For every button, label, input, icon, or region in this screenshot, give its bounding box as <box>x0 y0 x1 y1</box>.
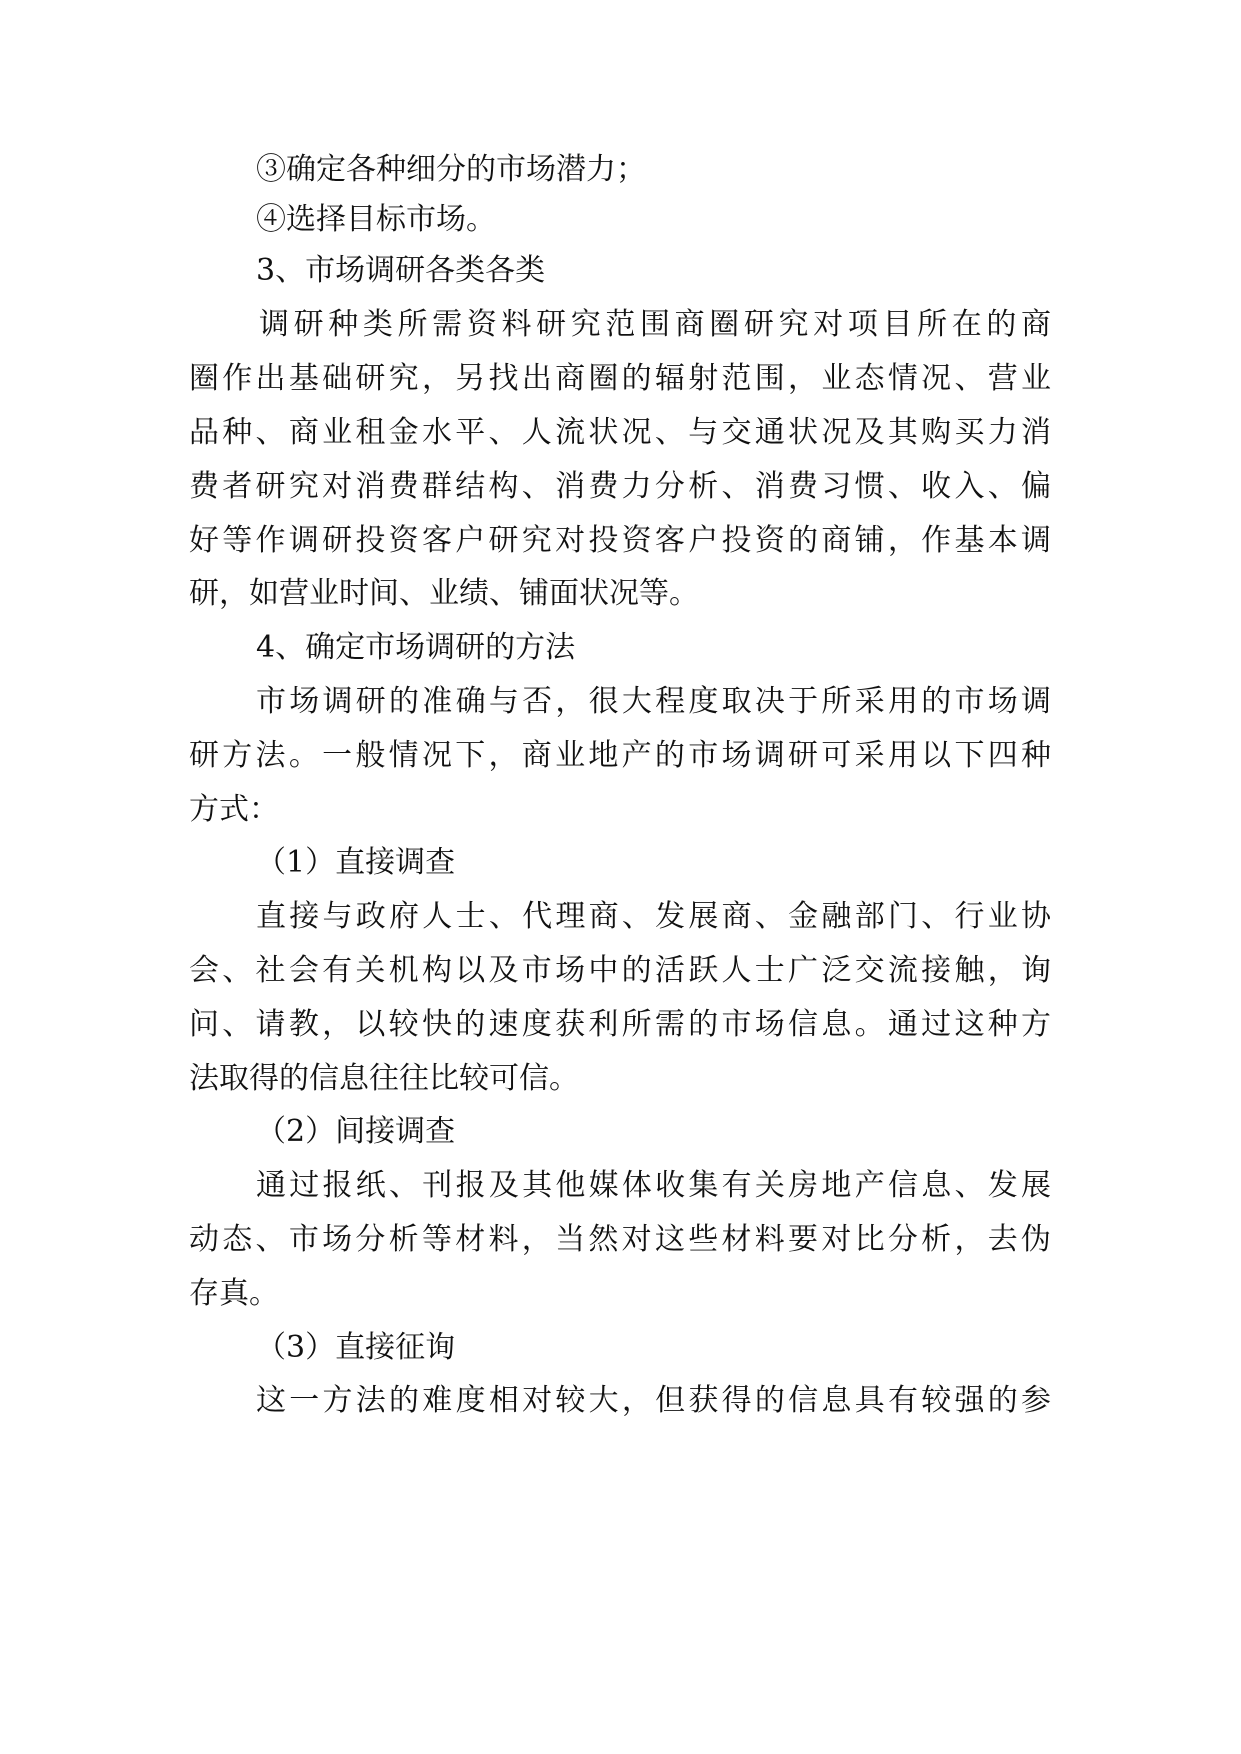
paragraph-line: 圈作出基础研究，另找出商圈的辐射范围，业态情况、营业 <box>189 361 1051 396</box>
subheading-direct-survey: （1）直接调查 <box>256 845 456 880</box>
paragraph-line: 研，如营业时间、业绩、铺面状况等。 <box>189 576 699 611</box>
paragraph-line: 存真。 <box>189 1276 279 1311</box>
paragraph-line: 直接与政府人士、代理商、发展商、金融部门、行业协 <box>256 899 1051 934</box>
paragraph-line: 动态、市场分析等材料，当然对这些材料要对比分析，去伪 <box>189 1222 1051 1257</box>
section-heading-4: 4、确定市场调研的方法 <box>256 630 576 665</box>
paragraph-line: 法取得的信息往往比较可信。 <box>189 1061 579 1096</box>
paragraph-line: 品种、商业租金水平、人流状况、与交通状况及其购买力消 <box>189 415 1051 450</box>
paragraph-line: 会、社会有关机构以及市场中的活跃人士广泛交流接触，询 <box>189 953 1051 988</box>
paragraph-line: 研方法。一般情况下，商业地产的市场调研可采用以下四种 <box>189 738 1051 773</box>
paragraph-line: 问、请教，以较快的速度获利所需的市场信息。通过这种方 <box>189 1007 1051 1042</box>
paragraph-line: 调研种类所需资料研究范围商圈研究对项目所在的商 <box>259 307 1051 342</box>
paragraph-line: 市场调研的准确与否，很大程度取决于所采用的市场调 <box>256 684 1051 719</box>
paragraph-line: 好等作调研投资客户研究对投资客户投资的商铺，作基本调 <box>189 523 1051 558</box>
subheading-direct-inquiry: （3）直接征询 <box>256 1330 456 1365</box>
list-item-3: ③确定各种细分的市场潜力； <box>256 152 646 187</box>
paragraph-line: 费者研究对消费群结构、消费力分析、消费习惯、收入、偏 <box>189 469 1051 504</box>
subheading-indirect-survey: （2）间接调查 <box>256 1114 456 1149</box>
paragraph-line: 方式： <box>189 792 279 827</box>
paragraph-line: 通过报纸、刊报及其他媒体收集有关房地产信息、发展 <box>256 1168 1051 1203</box>
section-heading-3: 3、市场调研各类各类 <box>256 253 546 288</box>
paragraph-line: 这一方法的难度相对较大，但获得的信息具有较强的参 <box>256 1383 1051 1418</box>
list-item-4: ④选择目标市场。 <box>256 202 496 237</box>
